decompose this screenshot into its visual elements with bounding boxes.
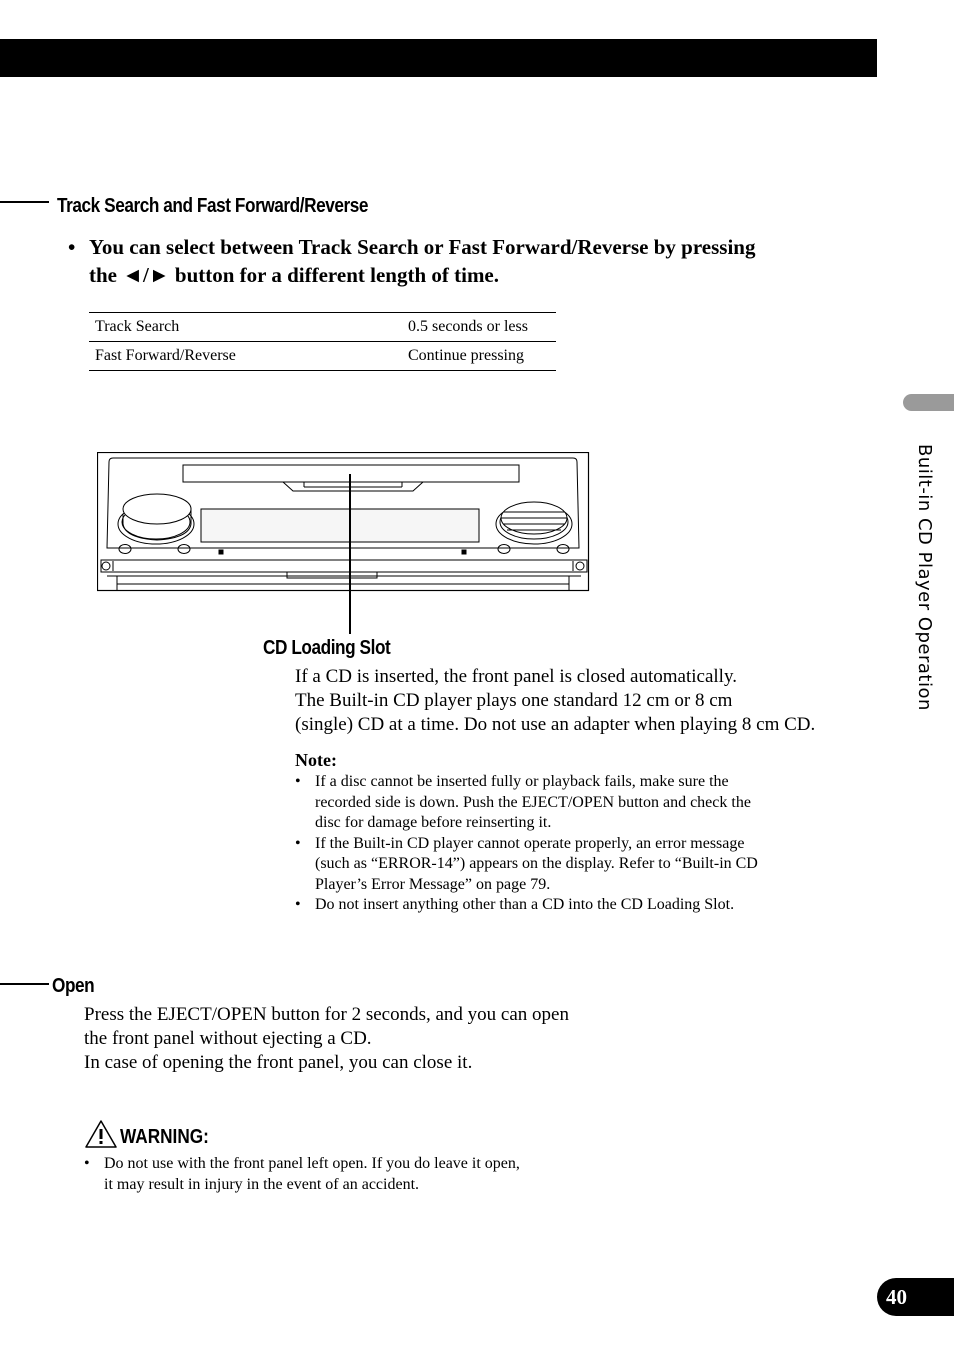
chapter-tab — [903, 394, 954, 411]
section-rule — [0, 201, 49, 203]
list-item — [84, 1154, 520, 1195]
warning-list — [84, 1154, 520, 1195]
open-text-line1: Press the EJECT/OPEN button for 2 seconds, and you can open — [84, 1004, 569, 1025]
note-line: (such as “ERROR-14”) appears on the display. Refer to “Built-in CD — [315, 855, 758, 872]
open-text-line2: the front panel without ejecting a CD. — [84, 1028, 372, 1049]
warning-title: WARNING: — [120, 1126, 209, 1148]
cd-slot-text-line3: (single) CD at a time. Do not use an adapter when playing 8 cm CD. — [295, 714, 816, 735]
table-row — [89, 342, 556, 371]
cd-slot-text-line2: The Built-in CD player plays one standard 12 cm or 8 cm — [295, 690, 733, 711]
section-rule — [0, 983, 49, 985]
page-number: 40 — [877, 1278, 954, 1316]
table-row — [89, 313, 556, 342]
cd-loading-slot-label: CD Loading Slot — [263, 637, 391, 659]
warning-heading — [84, 1117, 223, 1149]
list-item — [295, 772, 758, 834]
track-search-instruction-line2: the ◄/► button for a different length of time. — [89, 263, 500, 287]
chapter-side-label: Built-in CD Player Operation — [914, 444, 935, 711]
section-heading-open: Open — [52, 975, 95, 997]
warning-triangle-icon — [84, 1119, 118, 1149]
note-line: • If a disc cannot be inserted fully or playback fails, make sure the — [315, 773, 729, 790]
note-line: Player’s Error Message” on page 79. — [315, 875, 551, 893]
warning-line: it may result in injury in the event of an accident. — [104, 1175, 420, 1193]
list-item — [295, 895, 758, 916]
track-search-table — [89, 312, 556, 371]
note-line: recorded side is down. Push the EJECT/OPEN button and check the — [315, 793, 751, 811]
table-cell-label: Fast Forward/Reverse — [89, 342, 402, 371]
track-search-instruction-line1: You can select between Track Search or Fast Forward/Reverse by pressing — [89, 235, 756, 259]
header-bar — [0, 39, 877, 77]
cd-slot-text-line1: If a CD is inserted, the front panel is closed automatically. — [295, 666, 737, 687]
note-line: • If the Built-in CD player cannot operate properly, an error message — [315, 834, 745, 852]
note-title: Note: — [295, 750, 337, 770]
table-cell-value: 0.5 seconds or less — [402, 313, 556, 342]
open-text-line3: In case of opening the front panel, you can close it. — [84, 1052, 473, 1073]
note-line: • Do not insert anything other than a CD into the CD Loading Slot. — [315, 896, 735, 913]
bullet-marker: • — [68, 235, 76, 259]
head-unit-illustration — [97, 452, 591, 634]
table-cell-value: Continue pressing — [402, 342, 556, 371]
table-cell-label: Track Search — [89, 313, 402, 342]
warning-line: • Do not use with the front panel left open. If you do leave it open, — [104, 1155, 520, 1172]
note-line: disc for damage before reinserting it. — [315, 814, 552, 831]
section-heading-track-search: Track Search and Fast Forward/Reverse — [57, 195, 369, 217]
list-item — [295, 834, 758, 896]
note-list — [295, 772, 758, 916]
